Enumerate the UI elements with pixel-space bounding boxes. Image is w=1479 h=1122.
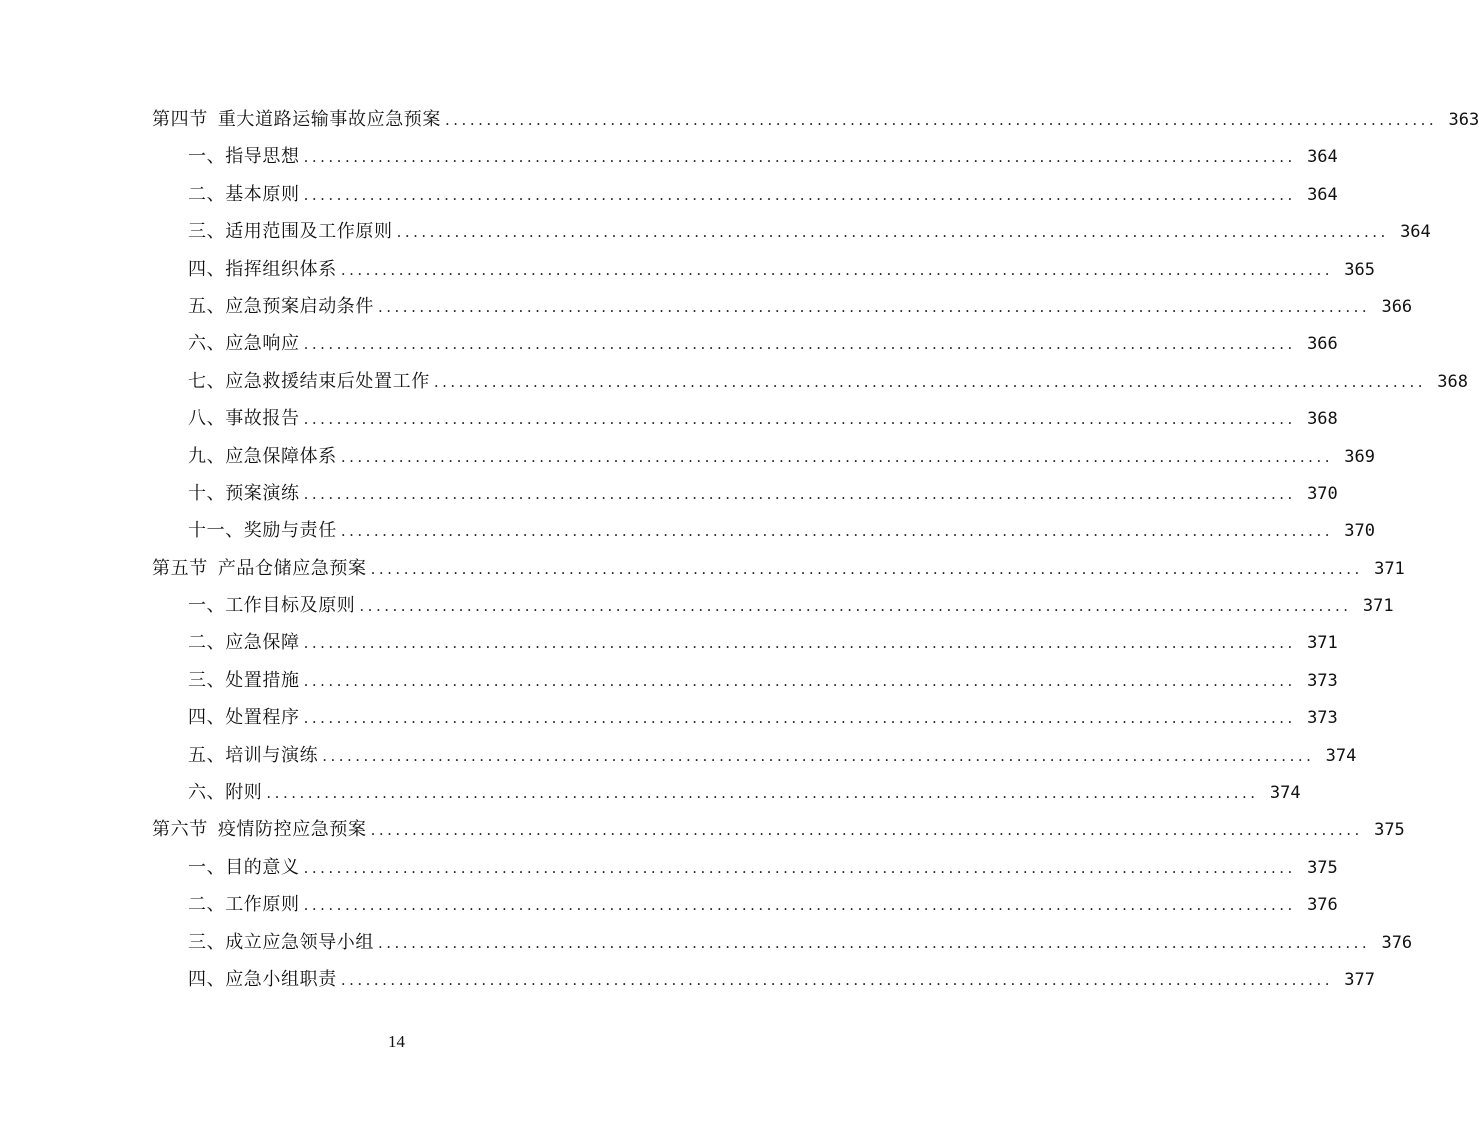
toc-entry-text: 五、应急预案启动条件 <box>188 295 374 317</box>
toc-entry-text: 九、应急保障体系 <box>188 445 337 467</box>
dot-leader: ........................................................................................................................ <box>303 896 1296 915</box>
dot-leader: ........................................................................................................................ <box>303 634 1296 653</box>
toc-entry-title <box>188 325 300 362</box>
toc-entry-text: 一、指导思想 <box>188 146 300 168</box>
dot-leader: ........................................................................................................................ <box>303 410 1296 429</box>
toc-entry-title <box>188 886 300 923</box>
dot-leader: ........................................................................................................................ <box>378 297 1371 316</box>
toc-entry-title <box>188 176 300 213</box>
toc-entry-title <box>188 512 337 549</box>
toc-entry-title <box>188 737 318 774</box>
toc-entry-title <box>188 587 355 624</box>
toc-entry-text: 重大道路运输事故应急预案 <box>217 109 442 130</box>
toc-page-number: 371 <box>1362 596 1394 617</box>
toc-entry-text: 四、指挥组织体系 <box>188 258 337 280</box>
dot-leader: ........................................................................................................................ <box>266 784 1259 803</box>
dot-leader: ........................................................................................................................ <box>433 372 1426 391</box>
toc-entry-text: 八、事故报告 <box>188 408 300 430</box>
toc-entry-text: 四、应急小组职责 <box>188 968 337 990</box>
toc-subsection-entry[interactable] <box>152 176 1338 213</box>
toc-entry-title <box>188 699 300 736</box>
dot-leader: ........................................................................................................................ <box>396 223 1389 242</box>
toc-section-entry[interactable] <box>152 101 1479 138</box>
toc-section-label: 第六节 <box>152 819 208 841</box>
toc-subsection-entry[interactable] <box>152 886 1338 923</box>
toc-entry-title <box>188 475 300 512</box>
toc-entry-title <box>188 438 337 475</box>
toc-page-number: 366 <box>1381 296 1413 317</box>
toc-page-number: 373 <box>1307 670 1338 691</box>
toc-subsection-entry[interactable] <box>152 438 1375 475</box>
toc-subsection-entry[interactable] <box>152 774 1301 811</box>
toc-entry-text: 一、目的意义 <box>188 856 300 878</box>
toc-entry-title <box>188 138 300 175</box>
toc-entry-text: 二、工作原则 <box>188 894 300 916</box>
toc-page-number: 370 <box>1344 521 1375 542</box>
toc-page-number: 365 <box>1344 259 1375 280</box>
toc-subsection-entry[interactable] <box>152 624 1338 661</box>
toc-entry-text: 六、应急响应 <box>188 333 300 355</box>
toc-entry-title <box>188 662 300 699</box>
toc-page-number: 368 <box>1437 371 1468 392</box>
toc-page-number: 364 <box>1400 222 1431 243</box>
toc-entry-text: 五、培训与演练 <box>188 744 319 766</box>
dot-leader: ........................................................................................................................ <box>445 111 1438 129</box>
dot-leader: ........................................................................................................................ <box>322 746 1315 765</box>
toc-entry-text: 一、工作目标及原则 <box>188 595 356 617</box>
dot-leader: ........................................................................................................................ <box>370 821 1363 840</box>
dot-leader: ........................................................................................................................ <box>340 522 1333 541</box>
toc-subsection-entry[interactable] <box>152 662 1338 699</box>
toc-entry-text: 七、应急救援结束后处置工作 <box>188 370 430 392</box>
dot-leader: ........................................................................................................................ <box>303 709 1296 728</box>
toc-entry-text: 四、处置程序 <box>188 707 300 729</box>
toc-section-label: 第四节 <box>152 109 208 130</box>
dot-leader: ........................................................................................................................ <box>340 970 1333 989</box>
dot-leader: ........................................................................................................................ <box>303 335 1296 354</box>
toc-entry-title <box>188 213 393 250</box>
toc-page-number: 363 <box>1448 110 1479 130</box>
toc-subsection-entry[interactable] <box>152 849 1338 886</box>
dot-leader: ........................................................................................................................ <box>378 933 1371 952</box>
toc-entry-title <box>188 849 300 886</box>
dot-leader: ........................................................................................................................ <box>303 148 1296 167</box>
toc-page-number: 370 <box>1307 483 1338 504</box>
dot-leader: ........................................................................................................................ <box>303 484 1296 503</box>
toc-subsection-entry[interactable] <box>152 213 1431 250</box>
toc-subsection-entry[interactable] <box>152 961 1375 998</box>
toc-page-number: 374 <box>1269 783 1301 804</box>
dot-leader: ........................................................................................................................ <box>303 185 1296 204</box>
dot-leader: ........................................................................................................................ <box>370 559 1363 578</box>
toc-entry-text: 十一、奖励与责任 <box>188 520 337 542</box>
toc-subsection-entry[interactable] <box>152 699 1338 736</box>
toc-subsection-entry[interactable] <box>152 363 1468 400</box>
toc-subsection-entry[interactable] <box>152 400 1338 437</box>
toc-subsection-entry[interactable] <box>152 475 1338 512</box>
toc-page-number: 368 <box>1307 409 1338 430</box>
toc-entry-text: 二、应急保障 <box>188 632 300 654</box>
toc-page-number: 373 <box>1307 708 1338 729</box>
toc-entry-text: 三、适用范围及工作原则 <box>188 221 393 243</box>
toc-page-number: 364 <box>1307 147 1338 168</box>
toc-section-label: 第五节 <box>152 557 208 579</box>
toc-page-number: 375 <box>1307 857 1338 878</box>
toc-entry-text: 二、基本原则 <box>188 183 300 205</box>
toc-entry-text: 三、处置措施 <box>188 669 300 691</box>
toc-page-number: 371 <box>1374 558 1405 579</box>
toc-entry-text: 产品仓储应急预案 <box>217 557 367 579</box>
toc-entry-title <box>188 288 374 325</box>
toc-entry-title <box>188 774 262 811</box>
toc-subsection-entry[interactable] <box>152 138 1338 175</box>
toc-page-number: 364 <box>1307 184 1338 205</box>
toc-page-number: 376 <box>1381 932 1413 953</box>
toc-page-number: 374 <box>1325 745 1357 766</box>
toc-entry-title <box>188 624 300 661</box>
toc-section-entry[interactable] <box>152 811 1405 848</box>
toc-section-entry[interactable] <box>152 550 1405 587</box>
toc-page-number: 366 <box>1307 334 1338 355</box>
toc-entry-title <box>188 251 337 288</box>
toc-entry-title <box>152 550 367 587</box>
toc-entry-text: 三、成立应急领导小组 <box>188 931 374 953</box>
table-of-contents <box>152 101 1479 998</box>
dot-leader: ........................................................................................................................ <box>303 858 1296 877</box>
dot-leader: ........................................................................................................................ <box>340 260 1333 279</box>
toc-page-number: 375 <box>1374 820 1405 841</box>
toc-subsection-entry[interactable] <box>152 587 1394 624</box>
dot-leader: ........................................................................................................................ <box>340 447 1333 466</box>
toc-page-number: 377 <box>1344 969 1375 990</box>
toc-entry-title <box>188 961 337 998</box>
page-number: 14 <box>388 1032 405 1051</box>
toc-entry-title <box>152 811 367 848</box>
toc-subsection-entry[interactable] <box>152 737 1357 774</box>
toc-page-number: 369 <box>1344 446 1375 467</box>
toc-entry-text: 六、附则 <box>188 782 263 804</box>
toc-subsection-entry[interactable] <box>152 288 1413 325</box>
toc-page-number: 371 <box>1307 633 1338 654</box>
toc-subsection-entry[interactable] <box>152 924 1413 961</box>
toc-subsection-entry[interactable] <box>152 251 1375 288</box>
toc-subsection-entry[interactable] <box>152 512 1375 549</box>
toc-entry-title <box>188 924 374 961</box>
dot-leader: ........................................................................................................................ <box>359 597 1352 616</box>
toc-entry-title <box>188 400 300 437</box>
toc-entry-text: 十、预案演练 <box>188 482 300 504</box>
toc-entry-title <box>152 101 441 138</box>
toc-entry-title <box>188 363 430 400</box>
dot-leader: ........................................................................................................................ <box>303 671 1296 690</box>
toc-entry-text: 疫情防控应急预案 <box>217 819 367 841</box>
toc-page-number: 376 <box>1307 895 1338 916</box>
toc-subsection-entry[interactable] <box>152 325 1338 362</box>
